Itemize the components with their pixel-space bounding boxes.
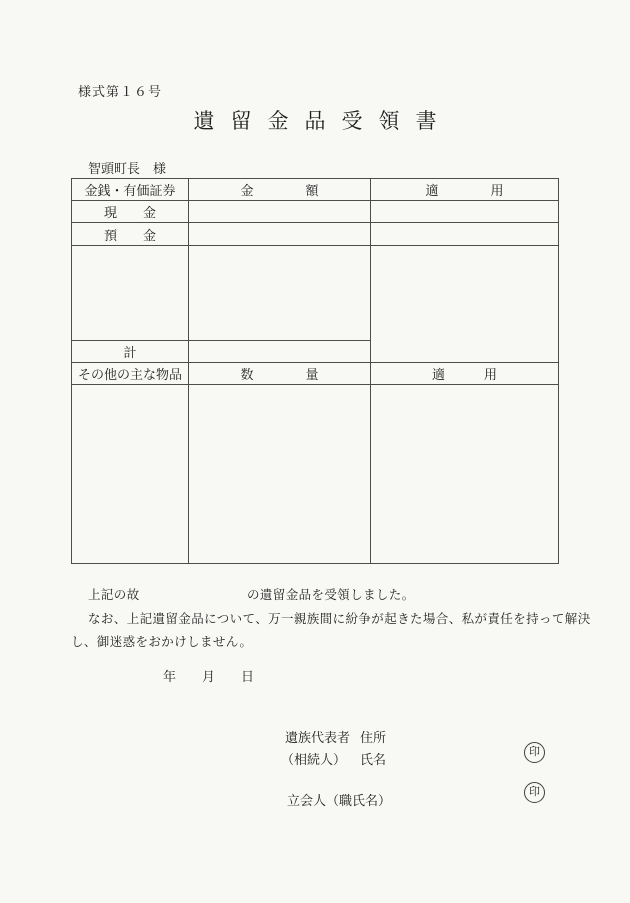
deposit-label-cell: 預 金	[72, 223, 189, 246]
items-entry-quantity-cell	[189, 385, 371, 564]
quantity-header-cell: 数 量	[189, 363, 371, 385]
money-blank-row	[72, 246, 559, 341]
total-amount-cell	[189, 341, 371, 363]
money-remarks-header-cell: 適 用	[371, 179, 559, 201]
items-entry-row	[72, 385, 559, 564]
disclaimer-statement-line1: なお、上記遺留金品について、万一親族間に紛争が起きた場合、私が責任を持って解決	[88, 612, 591, 626]
cash-label-cell: 現 金	[72, 201, 189, 223]
deposit-row	[72, 223, 559, 246]
items-header-row	[72, 363, 559, 385]
representative-label: 遺族代表者	[285, 730, 351, 745]
witness-seal-icon: 印	[524, 782, 545, 803]
document-title: 遺留金品受領書	[193, 109, 453, 133]
address-label: 住所	[360, 730, 387, 745]
items-remarks-header-cell: 適 用	[371, 363, 559, 385]
addressee-line: 智頭町長 様	[88, 161, 167, 176]
items-category-header-cell: その他の主な物品	[72, 363, 189, 385]
receipt-statement-prefix: 上記の故	[88, 588, 140, 602]
items-entry-category-cell	[72, 385, 189, 564]
amount-header-cell: 金 額	[189, 179, 371, 201]
cash-remarks-cell	[371, 201, 559, 223]
money-blank-amount-cell	[189, 246, 371, 341]
total-label-cell: 計	[72, 341, 189, 363]
heir-label: （相続人）	[281, 752, 347, 767]
money-header-row	[72, 179, 559, 201]
receipt-statement-suffix: の遺留金品を受領しました。	[247, 588, 415, 602]
disclaimer-statement-line2: し、御迷惑をおかけしません。	[71, 635, 253, 649]
date-line: 年 月 日	[163, 669, 255, 684]
deposit-remarks-cell	[371, 223, 559, 246]
representative-seal-icon: 印	[524, 742, 545, 763]
money-merged-remarks-cell	[371, 246, 559, 363]
money-and-items-table	[71, 178, 559, 564]
form-number: 様式第１６号	[78, 84, 163, 99]
name-label: 氏名	[360, 752, 387, 767]
cash-row	[72, 201, 559, 223]
money-blank-category-cell	[72, 246, 189, 341]
money-category-header-cell: 金銭・有価証券	[72, 179, 189, 201]
witness-label: 立会人（職氏名）	[287, 793, 392, 808]
items-entry-remarks-cell	[371, 385, 559, 564]
deposit-amount-cell	[189, 223, 371, 246]
cash-amount-cell	[189, 201, 371, 223]
